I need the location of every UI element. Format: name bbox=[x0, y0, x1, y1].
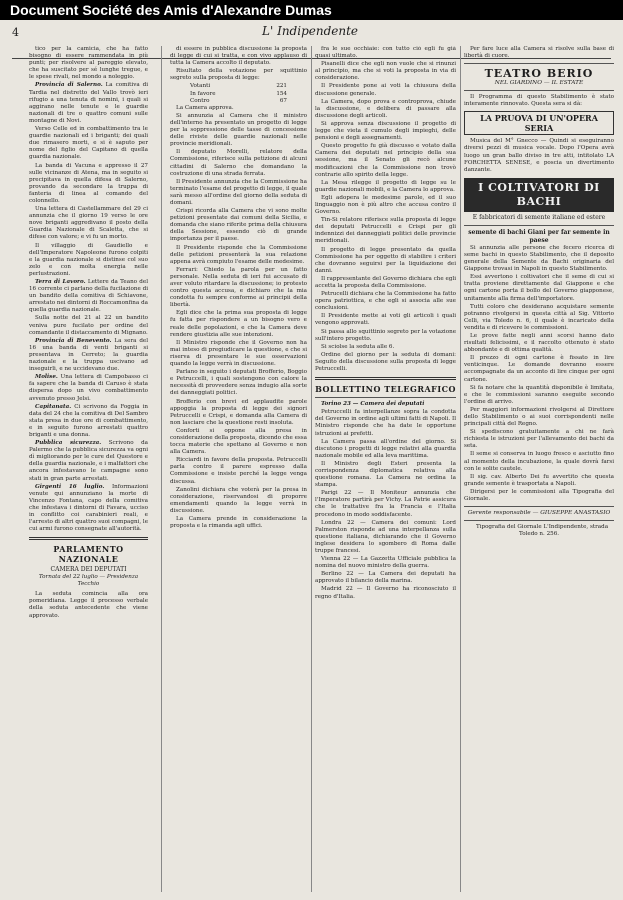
article-paragraph: Parigi 22 — Il Moniteur annunzia che l'Imperatore partirà per Vichy. La Patrie assicura che le trattative fra la Francia e l'Italia procedono in modo soddisfacente. bbox=[315, 490, 456, 518]
article-paragraph: Ordine del giorno per la seduta di domani: Seguito della discussione sulla proposta di legge Petruccelli. bbox=[315, 351, 456, 373]
section-rule bbox=[464, 90, 614, 91]
article-text: Una lettera di Campobasso ci fa sapere che la banda di Caruso è stata dispersa dopo un vivo combattimento avvenuto presso Jelsi. bbox=[29, 374, 148, 402]
ad-paragraph: Musica del M° Gnecco — Quindi si eseguiranno diversi pezzi di musica vocale. Dopo l'Opera avrà luogo un gran ballo diviso in tre atti, intitolato LA FORCHETTA SENESE, e poscia un divertimento danzante. bbox=[464, 138, 614, 173]
article-paragraph: La Camera, dopo prova e controprova, chiude la discussione, e delibera di passare alla discussione degli articoli. bbox=[315, 98, 456, 119]
article-paragraph: Il Presidente mette ai voti gli articoli i quali vengono approvati. bbox=[315, 313, 456, 327]
article-paragraph: di essere in pubblica discussione la proposta di legge di cui si tratta, e con vivo applauso di tutta la Camera accolto il deputato. bbox=[170, 46, 307, 67]
page-header bbox=[0, 20, 623, 42]
parliament-sitting: Tornata del 22 luglio — Presidenza Tecchio bbox=[38, 574, 139, 588]
article-paragraph: Madrid 22 — Il Governo ha riconosciuto il regno d'Italia. bbox=[315, 586, 456, 600]
article-paragraph: Petrucelli dichiara che la Commissione ha fatto opera patriottica, e che egli si associa alle sue conclusioni. bbox=[315, 291, 456, 312]
section-rule bbox=[464, 506, 614, 507]
article-paragraph bbox=[29, 338, 148, 373]
article-text: Scrivono da Palermo che la pubblica sicurezza va ogni dì migliorando per le cure del Questore e della guardia nazionale, e i malfattori che ancora infestavano le campagne sono stati in gran parte arrestati. bbox=[29, 440, 148, 482]
article-paragraph: Questo progetto fu già discusso e votato dalla Camera dei deputati nel principio della sua sessione, ma il Senato gli recò alcune modificazioni che la Commissione non trovò contrarie allo spirito della legge. bbox=[315, 143, 456, 178]
article-paragraph: La seduta comincia alla ora pomeridiana. Legge il processo verbale della seduta antecedente che viene approvato. bbox=[29, 591, 148, 619]
gerente-line: Gerente responsabile — GIUSEPPE ANASTASIO bbox=[467, 510, 611, 517]
ad-paragraph: Si annunzia alle persone che fecero ricerca di seme bachi in questo Stabilimento, che il deposito generale della Semente da Bachi originaria del Giappone trovasi in Napoli in questo Stabilimento. bbox=[464, 244, 614, 273]
article-paragraph: La banda di Vacuna e appresso il 27 sulle vicinanze di Atena, ma in seguito si precipitava in quella difesa di Salerno, provando da secondare la truppa di fanteria di linea al comando del colonnello. bbox=[29, 162, 148, 204]
article-paragraph: tico per la camicia, che ha fatto bisogno di essere rammendata in più punti; per risolvere al pareggio elevato, che ha suscitato per sé lunghe tregue, e le spese rivali, nel mondo a noleggio. bbox=[29, 46, 148, 81]
ad-paragraph: Per maggiori informazioni rivolgersi al Direttore dello Stabilimento o ai suoi corrispondenti nelle principali città del Regno. bbox=[464, 406, 614, 428]
column-divider bbox=[311, 46, 312, 892]
article-paragraph: Crispi ricorda alla Camera che vi sono molte petizioni presentate dai comuni della Sicilia, e domanda che siano riferite prima della chiusura della Sessione, essendo ciò di grande importanza per il paese. bbox=[170, 208, 307, 243]
coltivatori-title: I COLTIVATORI DI BACHI bbox=[464, 178, 614, 212]
article-subhead: Girgenti 16 luglio. bbox=[35, 483, 105, 490]
notice-paragraph: Per fare luce alla Camera si risolve sulla base di libertà di cuore. bbox=[464, 46, 614, 60]
ad-paragraph: Il Programma di questo Stabilimento è stato interamente rinnovato. Questa sera si dà: bbox=[464, 94, 614, 108]
vote-value: 154 bbox=[276, 90, 287, 97]
column-4 bbox=[464, 46, 614, 892]
article-subhead: Provincia di Benevento. bbox=[35, 337, 112, 344]
parliament-title: PARLAMENTO NAZIONALE bbox=[53, 544, 124, 565]
section-rule bbox=[315, 377, 456, 380]
telegraph-dateline: Torino 23 — Camera dei deputati bbox=[321, 401, 425, 408]
telegraph-title: BOLLETTINO TELEGRAFICO bbox=[315, 384, 456, 395]
article-paragraph: Egli dice che la prima sua proposta di legge fu fatta per rispondere a un bisogno vero e reale delle popolazioni, e che la Camera deve rendere giustizia alle sue intenzioni. bbox=[170, 310, 307, 338]
article-paragraph: La Mesa rilegge il progetto di legge su le guardie nazionali mobili, e la Camera lo approva. bbox=[315, 179, 456, 193]
article-paragraph: La Camera prende in considerazione la proposta e la rimanda agli uffici. bbox=[170, 516, 307, 530]
column-2 bbox=[170, 46, 307, 892]
document-source-banner: Document Société des Amis d'Alexandre Dumas bbox=[0, 0, 623, 20]
teatro-subtitle: NEL GIARDINO — IL ESTATE bbox=[494, 80, 584, 87]
printer-line: Tipografia del Giornale L'Indipendente, strada Toledo n. 256. bbox=[475, 524, 609, 538]
vote-label: Votanti bbox=[190, 83, 211, 90]
vote-label: In favore bbox=[190, 90, 216, 97]
article-paragraph: Verso Celle ed in combattimento tra le guardie nazionali ed i briganti; dei quali due rimasero morti, e si è saputo per nome del figlio del Capitano di quella guardia nazionale. bbox=[29, 126, 148, 161]
article-paragraph bbox=[29, 374, 148, 402]
article-paragraph: Berlino 22 — La Camera dei deputati ha approvato il bilancio della marina. bbox=[315, 571, 456, 585]
ad-paragraph: Si spediscono gratuitamente a chi ne farà richiesta le istruzioni per l'allevamento dei bachi da seta. bbox=[464, 429, 614, 450]
vote-row bbox=[170, 91, 307, 98]
article-subhead: Pubblica sicurezza. bbox=[35, 440, 102, 447]
article-paragraph: Si approva senza discussione il progetto di legge che vieta il cumulo degli impieghi, delle pensioni e degli assegnamenti. bbox=[315, 120, 456, 142]
article-paragraph: Il Presidente risponde che la Commissione delle petizioni presenterà la sua relazione appena avrà compiuto l'esame delle medesime. bbox=[170, 244, 307, 265]
coltivatori-subtitle-2: semente di bachi Giani per far semente in paese bbox=[468, 228, 610, 244]
article-paragraph: Il deputato Morelli, relatore della Commissione, riferisce sulla petizione di alcuni cittadini di Salerno che domandano la costruzione di una strada ferrata. bbox=[170, 149, 307, 177]
article-paragraph: Si passa allo squittinio segreto per la votazione sull'intero progetto. bbox=[315, 328, 456, 342]
section-rule bbox=[464, 63, 614, 64]
article-paragraph: Si sciolse la seduta alle 6. bbox=[321, 343, 395, 350]
article-paragraph: Sulla notte del 21 al 22 un bandito veniva pure fucilato per ordine del comandante il distaccamento di Mignano. bbox=[29, 315, 148, 336]
article-paragraph: Tin-Si relatore riferisce sulla proposta di legge dei deputati Petruccelli e Crispi per gli indennizzi dei danneggiati politici delle provincie meridionali. bbox=[315, 217, 456, 245]
section-rule bbox=[464, 225, 614, 226]
article-paragraph: Ferrari: Chiedo la parola per un fatto personale. Nella seduta di ieri fui accusato di aver voluto ritardare la discussione; io protesto contro questa accusa, e dichiaro che la mia condotta fu sempre conforme ai principii della libertà. bbox=[170, 266, 307, 309]
section-rule bbox=[29, 537, 148, 540]
teatro-title: TEATRO BERIO bbox=[484, 67, 594, 81]
column-3 bbox=[315, 46, 456, 892]
article-text: La comitiva di Tardia nel distretto del Vallo trovò ieri rifugio a una tenuta di nomini, i quali si aggirano nelle tenute e le guardie nazionali di tre o quattro comuni sulle montagne di Novi. bbox=[29, 82, 148, 124]
teatro-show-title: LA PRUOVA DI UN'OPERA SERIA bbox=[464, 111, 614, 135]
article-subhead: Capitanata. bbox=[35, 403, 72, 410]
article-paragraph bbox=[29, 279, 148, 314]
article-paragraph: Ricciardi in favore della proposta. Petruccelli parla contro il parere espresso dalla Commissione e insiste perché la legge venga discussa. bbox=[170, 457, 307, 485]
article-paragraph: Zanolini dichiara che voterà per la presa in considerazione, riservandosi di proporre emendamenti quando la legge verrà in discussione. bbox=[170, 486, 307, 514]
article-paragraph: fra le sue occhiaie: con tutto ciò egli fu già quasi ultimato. bbox=[315, 46, 456, 60]
article-paragraph: Il Presidente pone ai voti la chiusura della discussione generale. bbox=[315, 83, 456, 97]
column-divider bbox=[460, 46, 461, 892]
article-paragraph: Il Ministro risponde che il Governo non ha mai inteso di pregiudicare la questione, e che si riserva di presentare le sue osservazioni quando la legge verrà in discussione. bbox=[170, 339, 307, 368]
coltivatori-subtitle: E fabbricatori di semente italiane ed estere bbox=[472, 213, 606, 221]
parliament-chamber: CAMERA DEI DEPUTATI bbox=[50, 566, 127, 574]
article-paragraph bbox=[29, 404, 148, 439]
vote-label: Contro bbox=[190, 97, 210, 104]
article-paragraph: Il rappresentante del Governo dichiara che egli accetta la proposta della Commissione. bbox=[315, 275, 456, 289]
newspaper-title: L' Indipendente bbox=[262, 24, 359, 38]
article-paragraph: Conforti si oppone alla presa in considerazione della proposta, dicendo che essa tocca materie che spettano al Governo e non alla Camera. bbox=[170, 427, 307, 456]
article-paragraph: Brofferio con brevi ed applaudite parole appoggia la proposta di legge dei signori Petruccelli e Crispi, e domanda alla Camera di non lasciare che la questione resti insoluta. bbox=[170, 398, 307, 426]
article-paragraph: Il villaggio di Gaudiello e dell'Imperatore Napoleone furono colpiti e la guardia nazionale si distinse col suo zelo e con molta energia nelle perlustrazioni. bbox=[29, 242, 148, 277]
article-paragraph: La Camera approva. bbox=[176, 104, 234, 111]
column-divider bbox=[161, 46, 162, 892]
section-rule bbox=[464, 520, 614, 521]
article-paragraph: Pisanelli dice che egli non vuole che si rinunzi al principio, ma che si voti la proposta in via di considerazione. bbox=[315, 61, 456, 82]
article-text: Lettere da Teano del 16 corrente ci parlano della fucilazione di un bandito della comitiva di Schiavone, arrestato nei dintorni di Roccamonfina da quella guardia nazionale. bbox=[29, 279, 148, 314]
ad-paragraph: Essi avvertono i coltivatori che il seme di cui si tratta proviene direttamente dal Giappone e che ogni cartone porta il bollo del Governo giapponese, unitamente alla firma dell'importatore. bbox=[464, 274, 614, 302]
page-number: 4 bbox=[12, 26, 19, 39]
article-paragraph: Londra 22 — Camera dei comuni: Lord Palmerston risponde ad una interpellanza sulla questione italiana, dichiarando che il Governo inglese desidera lo sgombero di Roma dalle truppe francesi. bbox=[315, 519, 456, 554]
vote-row bbox=[170, 98, 307, 105]
vote-value: 67 bbox=[279, 97, 287, 104]
article-paragraph bbox=[315, 401, 456, 408]
ad-paragraph: Il prezzo di ogni cartone è fissato in lire venticinque. Le domande dovranno essere accompagnate da un acconto di lire cinque per ogni cartone. bbox=[464, 355, 614, 383]
article-paragraph: Il progetto di legge presentato da quella Commissione ha per oggetto di stabilire i criteri che dovranno seguirsi per la liquidazione dei danni. bbox=[315, 246, 456, 274]
article-text: Ci scrivono da Foggia in data del 24 che la comitiva di Del Sambro stata presa in due ore di combattimento, e in seguito furono arrestati quattro briganti e una donna. bbox=[29, 403, 148, 438]
article-paragraph: Una lettera di Castellammare del 29 ci annunzia che il giorno 19 verso le ore nove briganti aggredivano il posto della Guardia Nazionale di Scaletta, che si difese con valore; e vi fu un morto. bbox=[29, 206, 148, 241]
article-paragraph bbox=[29, 440, 148, 483]
article-subhead: Terra di Lavoro. bbox=[35, 279, 86, 285]
vote-value: 221 bbox=[276, 83, 287, 90]
article-paragraph: Il Ministro degli Esteri presenta la corrispondenza diplomatica relativa alla questione romana. La Camera ne ordina la stampa. bbox=[315, 460, 456, 489]
ad-paragraph: Il sig. cav. Alberto Dei fu avvertito che questa grande semente è trasportata a Napoli. bbox=[464, 473, 614, 487]
section-rule bbox=[315, 397, 456, 398]
ad-paragraph: Si fa notare che la quantità disponibile è limitata, e che le commissioni saranno eseguite secondo l'ordine di arrivo. bbox=[464, 384, 614, 405]
article-paragraph: Vienna 22 — La Gazzetta Ufficiale pubblica la nomina del nuovo ministro della guerra. bbox=[315, 556, 456, 570]
vote-row bbox=[170, 83, 307, 90]
article-paragraph: Il Presidente annunzia che la Commissione ha terminato l'esame del progetto di legge, il quale sarà messo all'ordine del giorno della seduta di domani. bbox=[170, 178, 307, 206]
article-paragraph: Risultato della votazione per squittinio segreto sulla proposta di legge: bbox=[170, 68, 307, 82]
article-subhead: Molise. bbox=[35, 374, 58, 381]
article-text: Informazioni venute qui annunziano la morte di Vincenzo Fontana, capo della comitiva che infestava i dintorni di Favara, ucciso in conflitto coi carabinieri reali, e l'arresto di altri quattro suoi compagni, le cui armi furono consegnate all'autorità. bbox=[29, 483, 148, 533]
article-paragraph: La Camera passa all'ordine del giorno. Si discutono i progetti di legge relativi alla guardia nazionale mobile ed alla leva marittima. bbox=[315, 438, 456, 459]
article-paragraph: Egli adopera le medesime parole, ed il suo linguaggio non è più altro che accusa contro il Governo. bbox=[315, 194, 456, 216]
ad-paragraph: Dirigersi per le commissioni alla Tipografia del Giornale. bbox=[464, 488, 614, 503]
ad-paragraph: Il seme si conserva in luogo fresco e asciutto fino al momento della incubazione, la quale dovrà farsi con le solite cautele. bbox=[464, 451, 614, 472]
article-paragraph: Petruccelli fa interpellanze sopra la condotta del Governo in ordine agli ultimi fatti di Napoli. Il Ministro risponde che ha date le opportune istruzioni ai prefetti. bbox=[315, 409, 456, 437]
article-paragraph: Parlano in seguito i deputati Brofferio, Boggio e Petruccelli, i quali sostengono con calore la necessità di provvedere senza indugio alla sorte dei danneggiati politici. bbox=[170, 369, 307, 397]
article-paragraph bbox=[29, 484, 148, 534]
ad-paragraph: Tutti coloro che desiderano acquistare semente potranno rivolgersi in questa città al Sig. Vittorio Celli, via Toledo n. 6, il quale è incaricato della vendita e di ricevere le commissioni. bbox=[464, 303, 614, 331]
article-text: La sera del 16 una banda di venti briganti si presentava in Cerreto; la guardia nazionale e la truppa uscivano ad inseguirli, e ne uccidevano due. bbox=[29, 337, 148, 373]
article-paragraph bbox=[29, 82, 148, 125]
article-subhead: Provincia di Salerno. bbox=[35, 82, 103, 89]
ad-paragraph: Le prove fatte negli anni scorsi hanno dato risultati felicissimi, e il raccolto ottenuto è stato abbondante e di ottima qualità. bbox=[464, 332, 614, 354]
article-paragraph: Si annunzia al Camera che il ministro dell'interno ha presentato un progetto di legge per la soppressione delle tasse di concessione delle riviste delle guardie nazionali nelle provincie meridionali. bbox=[170, 112, 307, 148]
column-1 bbox=[29, 46, 148, 892]
